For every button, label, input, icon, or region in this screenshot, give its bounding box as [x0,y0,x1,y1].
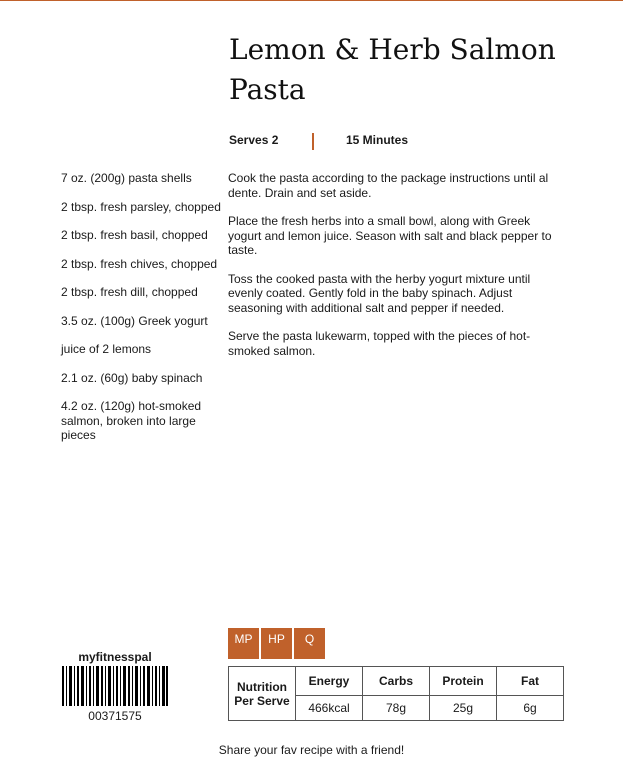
meta-divider [312,133,314,150]
nutrition-value: 6g [497,696,564,721]
tag-badge: MP [228,628,259,659]
nutrition-table [228,666,564,721]
ingredient-item: 2 tbsp. fresh chives, chopped [61,256,218,271]
time-label: 15 Minutes [346,133,409,147]
ingredient-item: juice of 2 lemons [61,342,152,356]
ingredient-item: 2 tbsp. fresh parsley, chopped [61,199,221,214]
nutrition-value: 25g [430,696,497,721]
nutrition-header: Fat [497,667,564,696]
barcode-number: 00371575 [88,709,142,723]
nutrition-header: Protein [430,667,497,696]
recipe-title: Lemon & Herb Salmon Pasta [229,33,556,106]
diet-tags [228,628,325,659]
barcode-icon [62,666,168,706]
serves-label: Serves 2 [229,133,279,147]
method-step: Place the fresh herbs into a small bowl, along with Greek yogurt and lemon juice. Season with salt and black pepper to taste. [228,214,552,257]
ingredient-item: 3.5 oz. (100g) Greek yogurt [61,313,208,328]
ingredient-item: 4.2 oz. (120g) hot-smoked salmon, broken into large pieces [61,399,202,442]
nutrition-value: 466kcal [296,696,363,721]
brand-name: myfitnesspal [78,650,152,664]
ingredient-item: 2 tbsp. fresh dill, chopped [61,285,198,299]
nutrition-value: 78g [363,696,430,721]
tag-badge: HP [261,628,292,659]
share-footer: Share your fav recipe with a friend! [218,743,405,757]
top-accent-rule [0,0,623,1]
method-steps [228,171,566,372]
nutrition-header: Carbs [363,667,430,696]
ingredients-list [61,171,221,457]
ingredient-item: 2.1 oz. (60g) baby spinach [61,370,203,385]
nutrition-header: Energy [296,667,363,696]
tag-badge: Q [294,628,325,659]
method-step: Serve the pasta lukewarm, topped with the pieces of hot-smoked salmon. [228,329,531,358]
method-step: Cook the pasta according to the package instructions until al dente. Drain and set aside. [228,171,549,200]
nutrition-row-label: Nutrition Per Serve [229,667,296,721]
ingredient-item: 7 oz. (200g) pasta shells [61,171,192,185]
method-step: Toss the cooked pasta with the herby yogurt mixture until evenly coated. Gently fold in the baby spinach. Adjust seasoning with additional salt and pepper if needed. [228,271,531,315]
ingredient-item: 2 tbsp. fresh basil, chopped [61,228,208,242]
